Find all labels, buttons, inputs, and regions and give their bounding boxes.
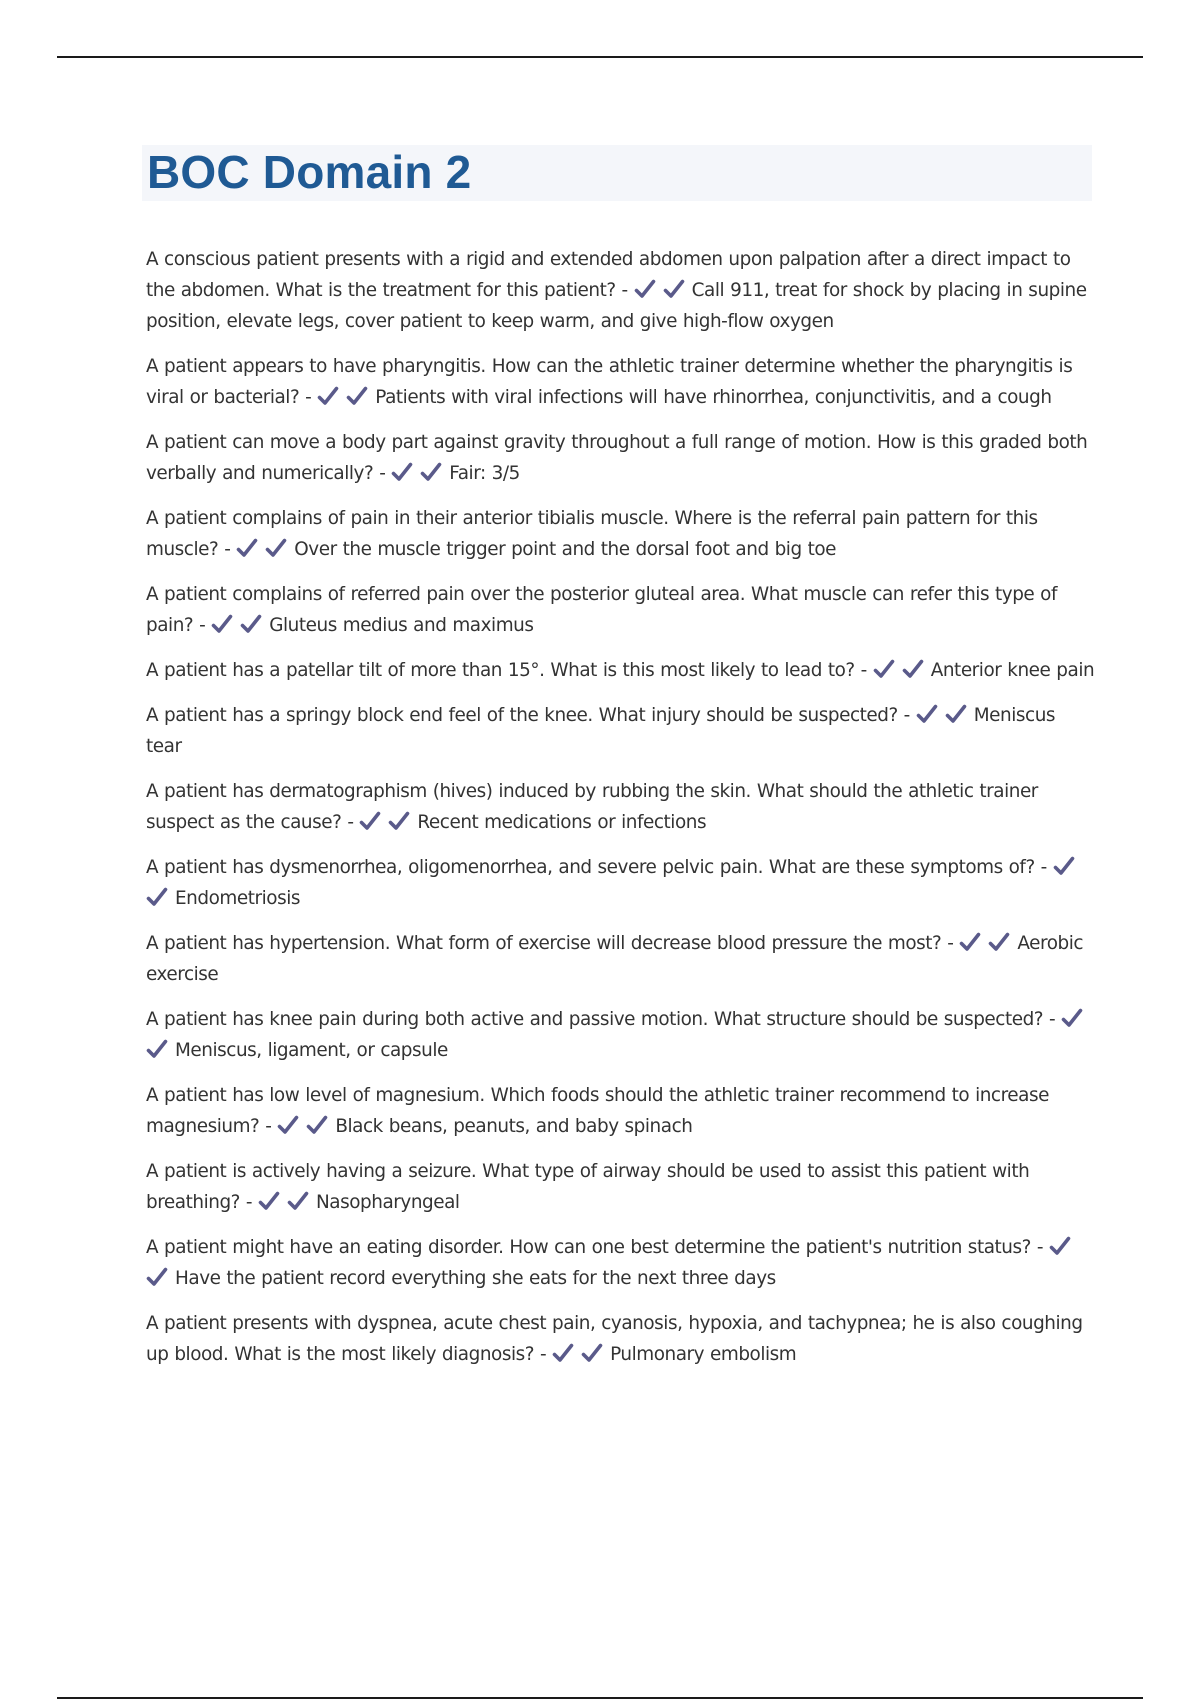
question-text: A patient has a springy block end feel of the knee. What injury should be suspected? - <box>146 705 916 726</box>
check-icon <box>388 811 410 831</box>
answer-text: Endometriosis <box>175 888 300 909</box>
qa-item <box>146 1232 1096 1294</box>
check-icon <box>916 704 938 724</box>
question-text: A patient has dysmenorrhea, oligomenorrhea, and severe pelvic pain. What are these symptoms of? - <box>146 857 1053 878</box>
check-icon <box>1061 1008 1083 1028</box>
check-icon <box>258 1191 280 1211</box>
check-icon <box>346 386 368 406</box>
check-icon <box>902 659 924 679</box>
qa-item <box>146 427 1096 489</box>
check-icon <box>146 1267 168 1287</box>
qa-item <box>146 351 1096 413</box>
question-text: A patient appears to have pharyngitis. How can the athletic trainer determine whether the pharyngitis is viral or bacterial? - <box>146 356 1073 408</box>
check-icon <box>634 279 656 299</box>
question-text: A patient has knee pain during both active and passive motion. What structure should be suspected? - <box>146 1009 1062 1030</box>
question-text: A patient is actively having a seizure. What type of airway should be used to assist this patient with breathing? - <box>146 1161 1030 1213</box>
footer-rule <box>57 1697 1143 1699</box>
question-text: A patient complains of referred pain over the posterior gluteal area. What muscle can refer this type of pain? - <box>146 584 1057 636</box>
question-text: A patient has dermatographism (hives) induced by rubbing the skin. What should the athletic trainer suspect as the cause? - <box>146 781 1038 833</box>
question-text: A conscious patient presents with a rigid and extended abdomen upon palpation after a direct impact to the abdomen. What is the treatment for this patient? - <box>146 249 1071 301</box>
check-icon <box>420 462 442 482</box>
check-icon <box>663 279 685 299</box>
answer-text: Gluteus medius and maximus <box>269 615 534 636</box>
answer-text: Pulmonary embolism <box>610 1344 797 1365</box>
check-icon <box>236 538 258 558</box>
page-title: BOC Domain 2 <box>147 146 472 198</box>
check-icon <box>1049 1236 1071 1256</box>
qa-item <box>146 655 1096 686</box>
qa-item <box>146 852 1096 914</box>
check-icon <box>873 659 895 679</box>
qa-list <box>146 244 1096 1384</box>
question-text: A patient has low level of magnesium. Which foods should the athletic trainer recommend to increase magnesium? - <box>146 1085 1049 1137</box>
answer-text: Call 911, treat for shock by placing in supine position, elevate legs, cover patient to keep warm, and give high-flow oxygen <box>146 280 1087 332</box>
qa-item <box>146 1156 1096 1218</box>
answer-text: Meniscus, ligament, or capsule <box>175 1040 448 1061</box>
question-text: A patient has a patellar tilt of more than 15°. What is this most likely to lead to? - <box>146 660 873 681</box>
answer-text: Fair: 3/5 <box>449 463 520 484</box>
answer-text: Patients with viral infections will have rhinorrhea, conjunctivitis, and a cough <box>375 387 1052 408</box>
qa-item <box>146 1308 1096 1370</box>
check-icon <box>146 1039 168 1059</box>
check-icon <box>945 704 967 724</box>
qa-item <box>146 244 1096 337</box>
question-text: A patient has hypertension. What form of exercise will decrease blood pressure the most? - <box>146 933 960 954</box>
header-rule <box>57 56 1143 58</box>
check-icon <box>146 887 168 907</box>
question-text: A patient can move a body part against gravity throughout a full range of motion. How is this graded both verbally and numerically? - <box>146 432 1088 484</box>
check-icon <box>988 932 1010 952</box>
check-icon <box>959 932 981 952</box>
check-icon <box>552 1343 574 1363</box>
answer-text: Nasopharyngeal <box>315 1192 460 1213</box>
check-icon <box>211 614 233 634</box>
check-icon <box>317 386 339 406</box>
check-icon <box>240 614 262 634</box>
question-text: A patient complains of pain in their anterior tibialis muscle. Where is the referral pain pattern for this muscle? - <box>146 508 1038 560</box>
qa-item <box>146 503 1096 565</box>
check-icon <box>277 1115 299 1135</box>
check-icon <box>391 462 413 482</box>
qa-item <box>146 776 1096 838</box>
answer-text: Over the muscle trigger point and the dorsal foot and big toe <box>294 539 836 560</box>
check-icon <box>581 1343 603 1363</box>
answer-text: Recent medications or infections <box>417 812 707 833</box>
answer-text: Aerobic exercise <box>146 933 1084 985</box>
qa-item <box>146 928 1096 990</box>
question-text: A patient might have an eating disorder. How can one best determine the patient's nutrition status? - <box>146 1237 1049 1258</box>
answer-text: Anterior knee pain <box>930 660 1095 681</box>
qa-item <box>146 579 1096 641</box>
answer-text: Black beans, peanuts, and baby spinach <box>335 1116 693 1137</box>
qa-item <box>146 1080 1096 1142</box>
answer-text: Meniscus tear <box>146 705 1056 757</box>
qa-item <box>146 1004 1096 1066</box>
answer-text: Have the patient record everything she eats for the next three days <box>175 1268 776 1289</box>
check-icon <box>359 811 381 831</box>
check-icon <box>265 538 287 558</box>
question-text: A patient presents with dyspnea, acute chest pain, cyanosis, hypoxia, and tachypnea; he is also coughing up blood. What is the most likely diagnosis? - <box>146 1313 1083 1365</box>
check-icon <box>306 1115 328 1135</box>
qa-item <box>146 700 1096 762</box>
check-icon <box>1053 856 1075 876</box>
check-icon <box>287 1191 309 1211</box>
